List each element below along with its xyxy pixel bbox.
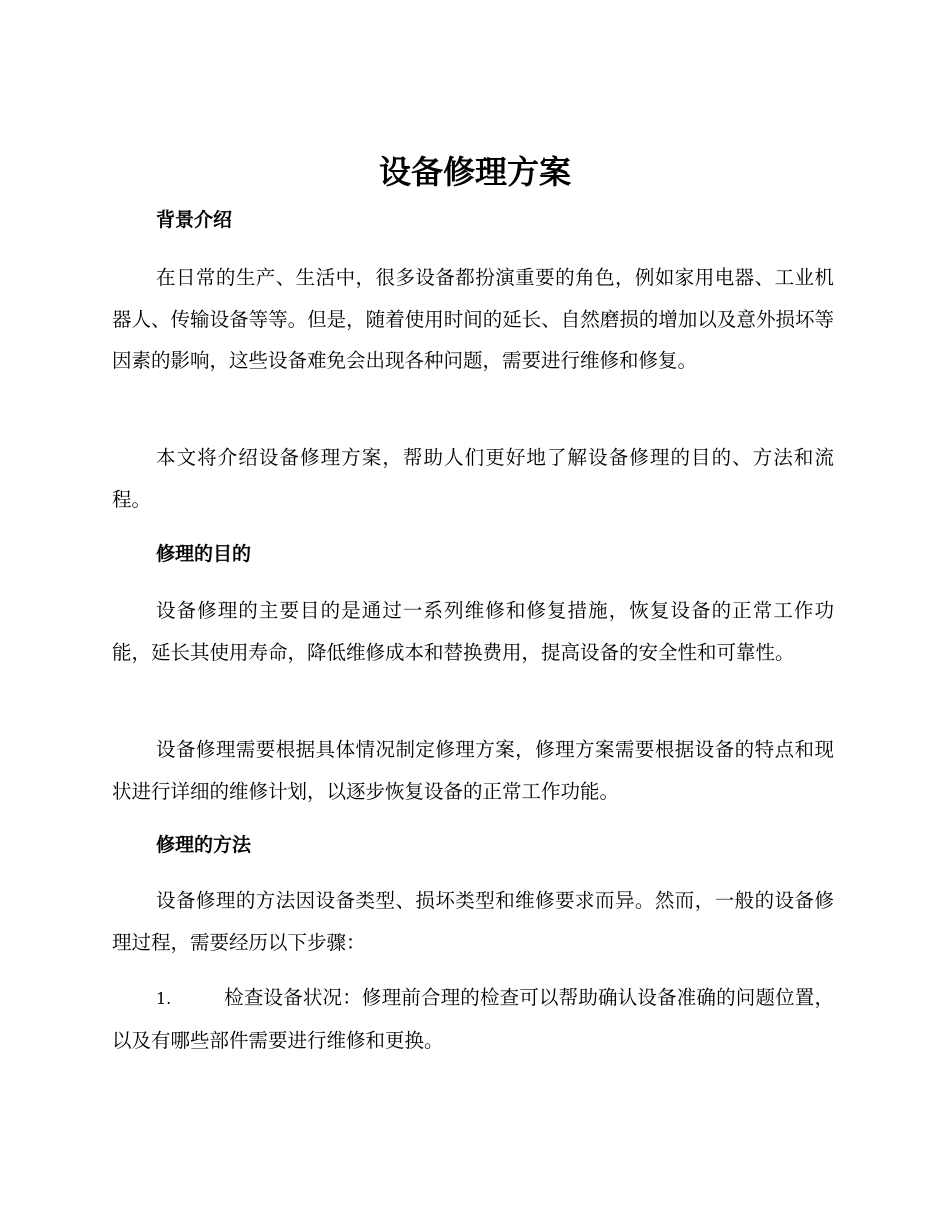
section-heading-purpose: 修理的目的: [156, 543, 252, 565]
paragraph: 设备修理需要根据具体情况制定修理方案，修理方案需要根据设备的特点和现状进行详细的维修计划，以逐步恢复设备的正常工作功能。: [112, 738, 834, 803]
list-item-number: 1.: [156, 989, 172, 1008]
document-title: 设备修理方案: [378, 153, 571, 191]
section-heading-method: 修理的方法: [156, 834, 252, 856]
paragraph: 设备修理的方法因设备类型、损坏类型和维修要求而异。然而，一般的设备修理过程，需要经历以下步骤：: [112, 889, 834, 954]
paragraph: 设备修理的主要目的是通过一系列维修和修复措施，恢复设备的正常工作功能，延长其使用寿命，降低维修成本和替换费用，提高设备的安全性和可靠性。: [112, 599, 834, 664]
paragraph: 本文将介绍设备修理方案，帮助人们更好地了解设备修理的目的、方法和流程。: [112, 446, 834, 511]
list-item-text: 检查设备状况：修理前合理的检查可以帮助确认设备准确的问题位置，以及有哪些部件需要进行维修和更换。: [112, 986, 834, 1052]
section-heading-background: 背景介绍: [156, 209, 233, 231]
paragraph: 在日常的生产、生活中，很多设备都扮演重要的角色，例如家用电器、工业机器人、传输设备等等。但是，随着使用时间的延长、自然磨损的增加以及意外损坏等因素的影响，这些设备难免会出现各种问题，需要进行维修和修复。: [112, 266, 834, 372]
list-item: [112, 977, 834, 1061]
